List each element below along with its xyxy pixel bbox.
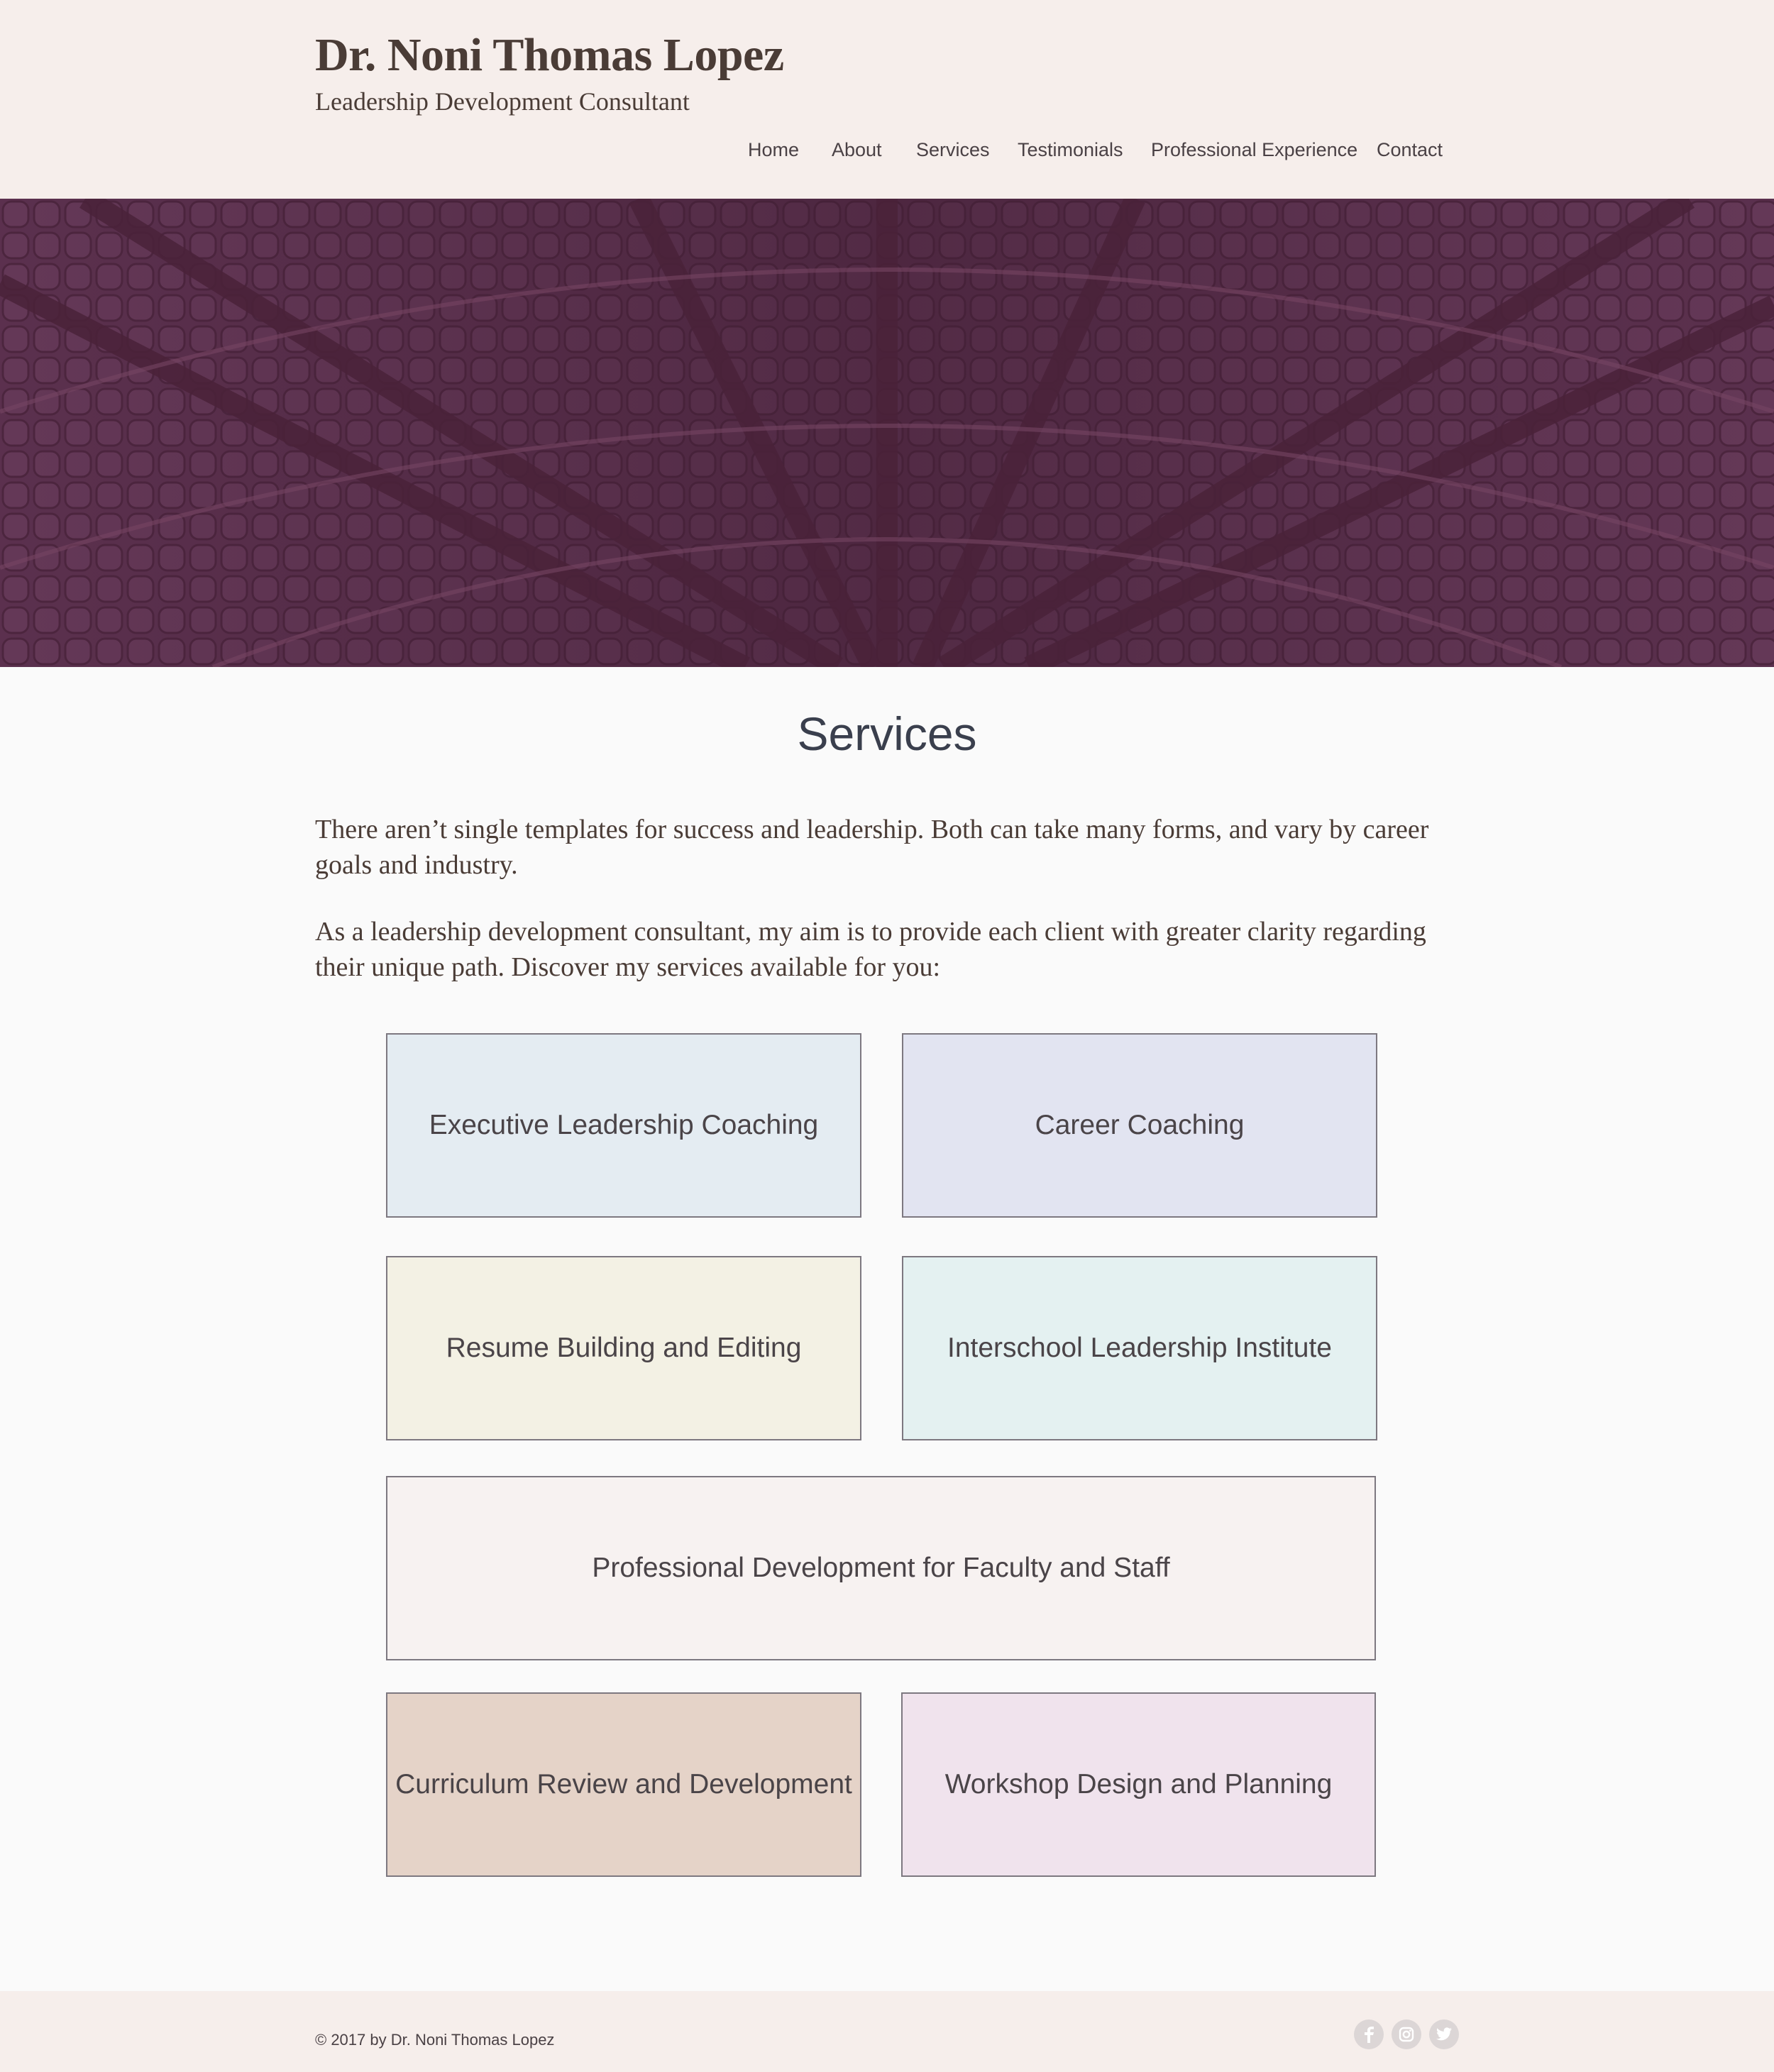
service-card-label: Curriculum Review and Development xyxy=(395,1769,852,1800)
service-card-executive-leadership-coaching[interactable] xyxy=(386,1033,861,1218)
service-card-resume-building[interactable] xyxy=(386,1256,861,1440)
service-card-label: Professional Development for Faculty and Staff xyxy=(592,1553,1170,1583)
main-nav xyxy=(0,139,1774,167)
service-card-workshop-design[interactable] xyxy=(901,1692,1376,1877)
nav-item-contact[interactable]: Contact xyxy=(1377,139,1443,160)
service-card-label: Interschool Leadership Institute xyxy=(947,1333,1332,1363)
site-title[interactable]: Dr. Noni Thomas Lopez xyxy=(315,29,784,81)
twitter-icon[interactable] xyxy=(1429,2019,1459,2049)
service-card-curriculum-review[interactable] xyxy=(386,1692,861,1877)
nav-item-services[interactable]: Services xyxy=(916,139,990,160)
instagram-icon[interactable] xyxy=(1392,2019,1421,2049)
nav-item-about[interactable]: About xyxy=(832,139,882,160)
nav-item-testimonials[interactable]: Testimonials xyxy=(1018,139,1123,160)
copyright-text: © 2017 by Dr. Noni Thomas Lopez xyxy=(315,2031,555,2049)
intro-paragraph: There aren’t single templates for success and leadership. Both can take many forms, and vary by career goals and industry. xyxy=(315,815,1429,880)
intro-paragraph: As a leadership development consultant, my aim is to provide each client with greater clarity regarding their unique path. Discover my services available for you: xyxy=(315,917,1426,982)
site-header xyxy=(0,0,1774,199)
dome-pattern-image xyxy=(0,199,1774,667)
service-card-career-coaching[interactable] xyxy=(902,1033,1377,1218)
service-card-label: Career Coaching xyxy=(1035,1110,1245,1140)
service-card-label: Workshop Design and Planning xyxy=(944,1769,1333,1800)
facebook-icon[interactable] xyxy=(1354,2019,1384,2049)
nav-item-home[interactable]: Home xyxy=(748,139,800,160)
service-card-label: Resume Building and Editing xyxy=(446,1333,802,1363)
service-card-label: Executive Leadership Coaching xyxy=(429,1110,819,1140)
site-footer xyxy=(0,1991,1774,2072)
hero-banner xyxy=(0,199,1774,667)
service-card-interschool-leadership-institute[interactable] xyxy=(902,1256,1377,1440)
service-card-professional-development[interactable] xyxy=(386,1476,1376,1660)
page-title: Services xyxy=(797,707,977,760)
site-subtitle: Leadership Development Consultant xyxy=(315,87,690,116)
nav-item-professional-experience[interactable]: Professional Experience xyxy=(1151,139,1358,160)
